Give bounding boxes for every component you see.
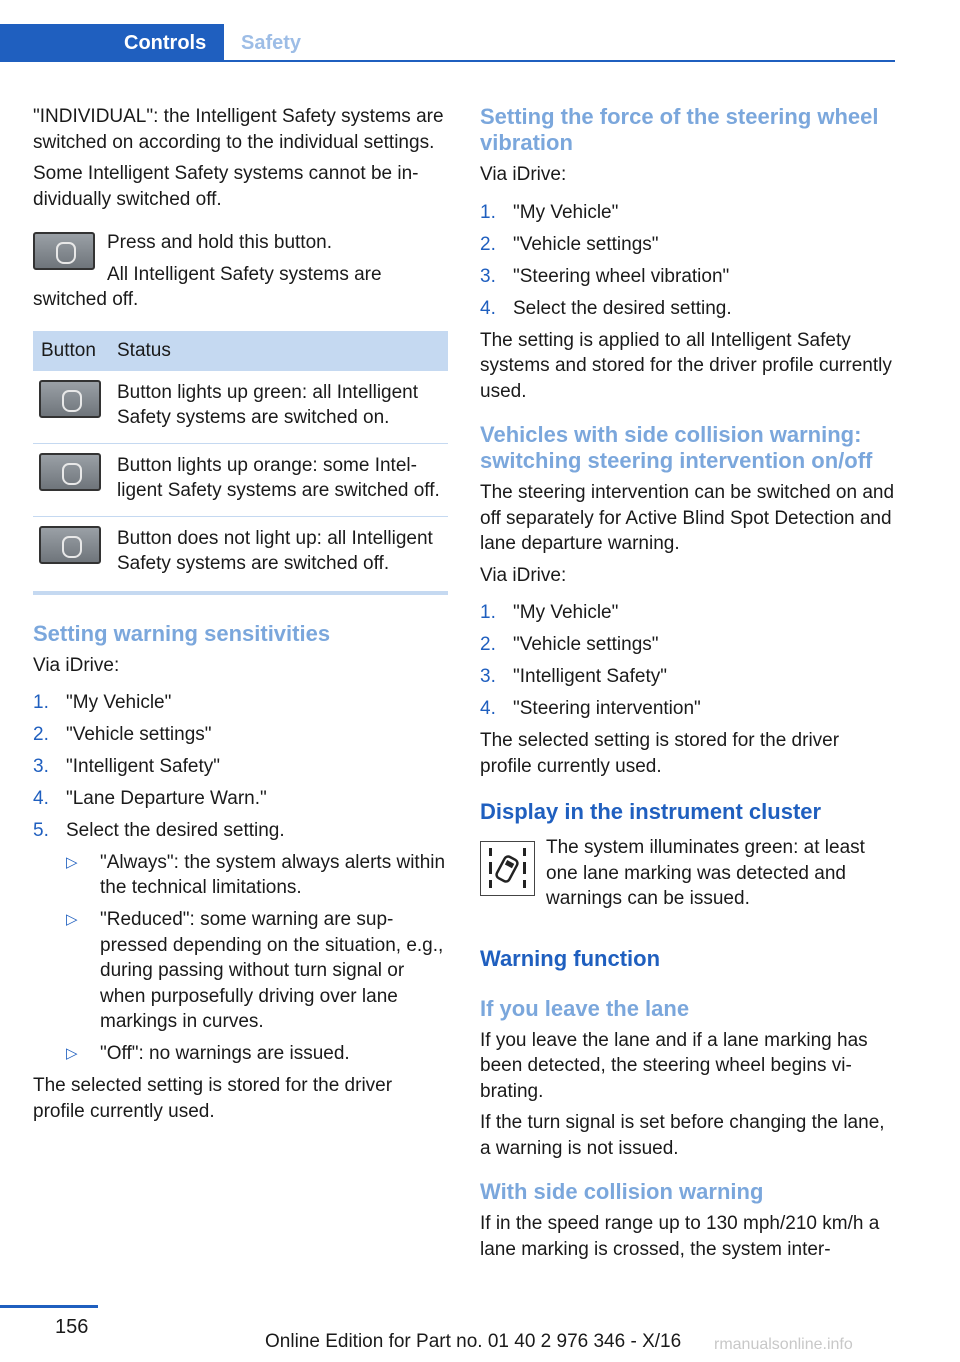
list-item: 3. "Intelligent Safety" xyxy=(33,756,220,777)
list-item: 4. "Steering intervention" xyxy=(480,698,701,719)
intervention-steps xyxy=(480,600,895,722)
list-item: 1. "My Vehicle" xyxy=(480,602,619,623)
chapter-tabs xyxy=(0,24,895,62)
col-header-status: Status xyxy=(109,331,448,371)
stored-note-2: The selected setting is stored for the driver profile currently used. xyxy=(480,730,840,777)
button-green-icon xyxy=(39,380,101,418)
heading-instrument-cluster: Display in the instrument cluster xyxy=(480,799,822,824)
list-item: ▷ "Always": the system always alerts within the technical limitations. xyxy=(66,851,446,898)
individual-paragraph: "INDIVIDUAL": the Intelligent Safety systems are switched on according to the individual settings. xyxy=(33,106,444,153)
button-orange-icon xyxy=(39,453,101,491)
via-idrive-2: Via iDrive: xyxy=(480,564,567,586)
status-table xyxy=(33,331,448,595)
heading-side-collision: Vehicles with side collision warning: switching steering intervention on/off xyxy=(480,422,873,473)
heading-warning-sensitivities: Setting warning sensitivities xyxy=(33,620,331,646)
via-idrive: Via iDrive: xyxy=(33,654,120,676)
lane-display-block xyxy=(480,835,895,912)
footer-rule xyxy=(0,1305,98,1308)
button-off-icon xyxy=(39,526,101,564)
leave-lane-text: If you leave the lane and if a lane marking has been detected, the steering wheel begins vibrating. xyxy=(480,1029,868,1102)
table-row xyxy=(33,371,448,444)
tab-controls[interactable]: Controls xyxy=(0,24,224,62)
status-off: Button does not light up: all Intelligent Safety systems are switched off. xyxy=(109,516,448,593)
turn-signal-text: If the turn signal is set before changing the lane, a warning is not issued. xyxy=(480,1112,885,1159)
via-idrive: Via iDrive: xyxy=(480,164,567,185)
intelligent-safety-button-icon xyxy=(33,232,95,270)
page-number: 156 xyxy=(55,1316,89,1338)
press-button-block xyxy=(33,230,448,313)
force-steps xyxy=(480,200,895,322)
list-item: 1. "My Vehicle" xyxy=(33,692,172,713)
tab-safety[interactable]: Safety xyxy=(241,32,302,54)
press-hold-text: Press and hold this button. xyxy=(107,232,332,253)
display-text: The system illuminates green: at least one lane marking was detected and warnings can be issued. xyxy=(546,837,865,909)
list-item: 1. "My Vehicle" xyxy=(480,201,619,223)
list-item: 2. "Vehicle settings" xyxy=(480,634,659,655)
triangle-bullet-icon: ▷ xyxy=(66,911,78,928)
heading-leave-lane: If you leave the lane xyxy=(480,995,690,1021)
status-orange: Button lights up orange: some Intelligent Safety systems are switched off. xyxy=(109,443,448,516)
stored-note: The selected setting is stored for the driver profile currently used. xyxy=(33,1075,393,1122)
list-item: 4. "Lane Departure Warn." xyxy=(33,788,267,809)
all-off-text-end: switched off. xyxy=(33,289,139,310)
watermark: rmanualsonline.info xyxy=(714,1336,853,1353)
left-column xyxy=(33,104,448,1130)
sensitivity-steps xyxy=(33,690,448,1067)
list-item: 3. "Intelligent Safety" xyxy=(480,666,667,687)
intervention-text: The steering intervention can be switched on and off separately for Active Blind Spot Detection and lane departure warning. xyxy=(480,482,895,554)
individual-note: Some Intelligent Safety systems cannot be individually switched off. xyxy=(33,163,419,210)
heading-with-side-collision: With side collision warning xyxy=(480,1179,764,1204)
list-item: 2. "Vehicle settings" xyxy=(33,724,212,745)
setting-options xyxy=(66,850,448,1067)
status-green: Button lights up green: all Intelligent Safety systems are switched on. xyxy=(109,371,448,444)
triangle-bullet-icon: ▷ xyxy=(66,853,78,871)
all-off-text: All Intelligent Safety systems are xyxy=(107,263,382,285)
edition-text: Online Edition for Part no. 01 40 2 976 346 - X/16 xyxy=(265,1331,682,1352)
speed-range-text: If in the speed range up to 130 mph/210 km/h a lane marking is crossed, the system inter- xyxy=(480,1213,880,1260)
heading-warning-function: Warning function xyxy=(480,945,661,971)
list-item: ▷ "Off": no warnings are issued. xyxy=(66,1041,448,1067)
list-item: 5. Select the desired setting. ▷ "Always": the system always alerts within the technical limitations. ▷ "Reduced": some warning are suppressed depending on the situation, e.g., during passing without turn signal or when purposefully driving over lane markings in curves. ▷ "Off": no warnings are issued. xyxy=(33,818,448,1067)
list-item: 4. Select the desired setting. xyxy=(480,297,732,319)
list-item: 3. "Steering wheel vibration" xyxy=(480,265,730,287)
applied-note: The setting is applied to all Intelligent Safety systems and stored for the driver profile currently used. xyxy=(480,329,892,402)
table-row xyxy=(33,443,448,516)
right-column xyxy=(480,104,895,1268)
table-row xyxy=(33,516,448,593)
lane-departure-icon xyxy=(480,841,535,896)
col-header-button: Button xyxy=(33,331,109,371)
list-item: 2. "Vehicle settings" xyxy=(480,233,659,255)
list-item: ▷ "Reduced": some warning are suppressed depending on the situation, e.g., during passing without turn signal or when purposefully driving over lane markings in curves. xyxy=(66,909,444,1032)
heading-steering-force: Setting the force of the steering wheel vibration xyxy=(480,104,879,155)
triangle-bullet-icon: ▷ xyxy=(66,1045,78,1062)
